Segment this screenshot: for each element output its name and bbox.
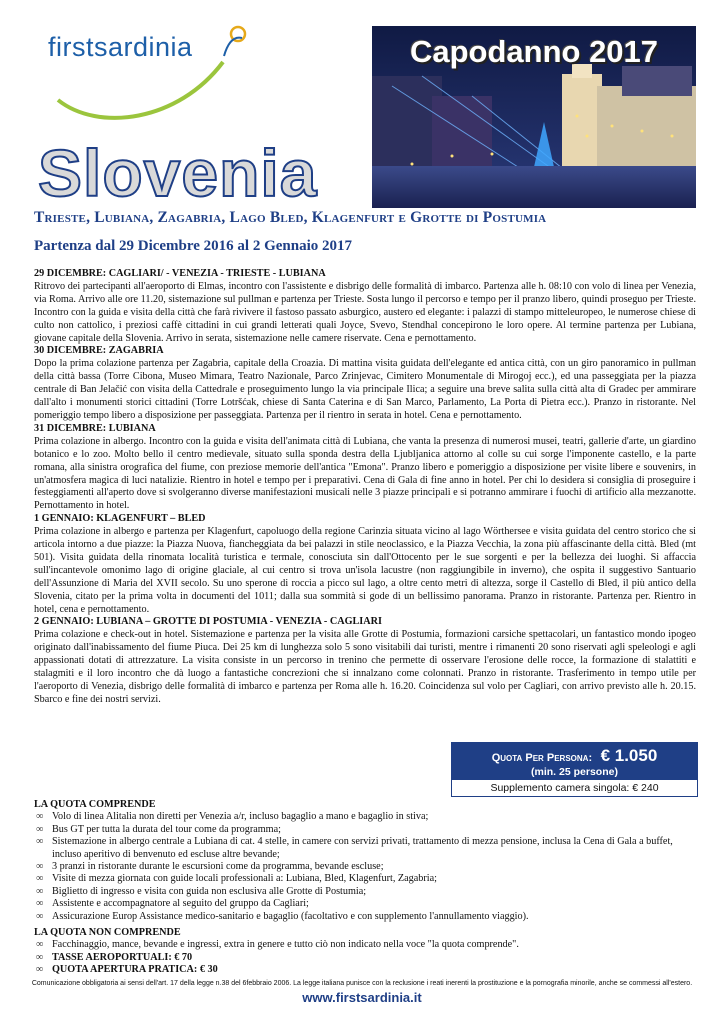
day-text: Dopo la prima colazione partenza per Zagabria, capitale della Croazia. Di mattina visita guidata dell'elegante ed antica città, con un giro panoramico in pullman della città bassa (Torre Cibona, Museo Mimara, Teatro Nazionale, Parco Zrinjevac, Cimitero Monumentale di Mirogoj ecc.), ed una passeggiata per la piazza centrale di Ban Jelačić con visita della Cattedrale e proseguimento lungo la via principale Ilica; a seguire una breve salita sulla città alta di Gradec per ammirare dall'alto i monumenti storici cittadini (Torre Lotršćak, chiese di Santa Caterina e di San Marco, Parlamento, La Porta di Pietra ecc.). Pranzo in ristorante. Nel pomeriggio tempo libero a disposizione per passeggiata. Partenza per il rientro in serata in hotel. Cena e pernottamento.: [34, 358, 696, 421]
bullet-icon: ∞: [36, 964, 44, 976]
day-2: [34, 345, 696, 422]
brand-logo: [38, 22, 268, 132]
day-4: [34, 513, 696, 616]
list-item: ∞ Bus GT per tutta la durata del tour come da programma;: [36, 823, 281, 835]
list-item: ∞ QUOTA APERTURA PRATICA: € 30: [36, 964, 218, 976]
single-supplement: Supplemento camera singola: € 240: [490, 782, 659, 794]
day-text: Prima colazione in albergo e partenza per Klagenfurt, capoluogo della regione Carinzia situata vicino al lago Wörthersee e visita guidata del centro storico che si articola intorno a due piazze: la Piazza Nuova, fiancheggiata da bei palazzi in stile neoclassico, e la Piazza Vecchia, la zona più affascinante della città. Bled (mt 501). Visita guidata della rinomata località turistica e termale, conosciuta sin dall'Ottocento per le sue sorgenti e per la bellezza dei luoghi. Si affaccia sull'incantevole omonimo lago di origine glaciale, al cui centro si trova un'isola lacustre (non raggiungibile in inverno), che ospita il suggestivo Santuario dell'Assunzione di Maria del XVII secolo. Su uno sperone di roccia a picco sul lago, a oltre cento metri di altezza, sorge il Castello di Bled, il più antico della Slovenia, citato per la prima volta in documenti del 1011; dalla sua sommità si gode di un bellissimo panorama. Pranzo in ristorante. Partenza per. Rientro in hotel, cena e pernottamento.: [34, 526, 696, 615]
excludes-list: [34, 939, 696, 976]
bullet-icon: ∞: [36, 873, 44, 885]
list-item: ∞ Assicurazione Europ Assistance medico-sanitario e bagaglio (facoltativo e con supplemento l'annullamento viaggio).: [36, 910, 529, 922]
day-text: Ritrovo dei partecipanti all'aeroporto di Elmas, incontro con l'assistente e disbrigo delle formalità di imbarco. Partenza alle h. 08:10 con volo di linea per Venezia, via Roma. Arrivo alle ore 11.20, sistemazione sul pullman e partenza per Trieste. Sosta lungo il percorso e tempo per il pranzo libero, quindi proseguo per Trieste. Incontro con la guida e visita della città che farà rivivere il fastoso passato asburgico, austero ed elegante: i palazzi di stampo mitteleuropeo, le numerose chiese di culto non cattolico, i preziosi caffè cittadini in cui grandi letterati quali Joyce, Svevo, Stendhal concepirono le loro opere. Al termine partenza per Lubiana, giovane capitale della Slovenia. Arrivo in serata, sistemazione nelle camere riservate. Cena e pernottamento.: [34, 280, 696, 344]
price-minimum: (min. 25 persone): [531, 766, 618, 778]
bullet-icon: ∞: [36, 836, 44, 848]
price-box: [451, 742, 698, 797]
bullet-icon: ∞: [36, 939, 44, 951]
program: [34, 268, 696, 707]
list-item: ∞ Visite di mezza giornata con guide locali professionali a: Lubiana, Bled, Klagenfurt, Zagabria;: [36, 873, 437, 885]
day-text: Prima colazione in albergo. Incontro con la guida e visita dell'animata città di Lubiana, che vanta la presenza di numerosi musei, teatri, gallerie d'arte, un giardino botanico e lo zoo. Molto bello il centro medievale, situato sulla sponda destra della Ljubljanica attorno al colle su cui sorge l'imponente castello, e la parte romana, alla sinistra orografica del fiume, con preziose memorie dell'antica "Emona". Pranzo libero e pomeriggio a disposizione per visite libere e souvenirs, in un'atmosfera magica di luci natalizie. Rientro in hotel e tempo per i preparativi. Cena di Gala di fine anno in hotel. Per chi lo desidera si consiglia di proseguire i festeggiamenti all'aperto dove si svolgeranno diverse manifestazioni musicali nelle 3 piazze principali e si potranno ammirare i fuochi di artificio alla mezzanotte. Pernottamento in hotel.: [34, 435, 696, 512]
bullet-icon: ∞: [36, 898, 44, 910]
bullet-icon: ∞: [36, 885, 44, 897]
excludes-title: LA QUOTA NON COMPRENDE: [34, 927, 181, 939]
includes-list: [34, 811, 696, 923]
list-item: ∞ Volo di linea Alitalia non diretti per Venezia a/r, incluso bagaglio a mano e bagaglio in stiva;: [36, 811, 429, 823]
bullet-icon: ∞: [36, 861, 44, 873]
day-heading: 2 GENNAIO: LUBIANA – GROTTE DI POSTUMIA - VENEZIA - CAGLIARI: [34, 616, 382, 628]
itinerary-subtitle: Trieste, Lubiana, Zagabria, Lago Bled, Klagenfurt e Grotte di Postumia: [34, 209, 547, 226]
hero-image: [372, 26, 696, 208]
legal-note: Comunicazione obbligatoria ai sensi dell'art. 17 della legge n.38 del 6febbraio 2006. La legge italiana punisce con la reclusione i reati inerenti la prostituzione e la pornografia minorile, anche se commessi all'estero.: [31, 980, 693, 987]
day-5: [34, 616, 696, 706]
bullet-icon: ∞: [36, 811, 44, 823]
day-heading: 30 DICEMBRE: ZAGABRIA: [34, 345, 164, 357]
quote-details: [34, 799, 696, 981]
destination-title: [34, 138, 374, 208]
destination-text: Slovenia: [38, 138, 318, 208]
price-header: [452, 743, 697, 780]
includes-title: LA QUOTA COMPRENDE: [34, 799, 156, 810]
trip-dates: Partenza dal 29 Dicembre 2016 al 2 Gennaio 2017: [34, 238, 353, 254]
list-item: ∞ Facchinaggio, mance, bevande e ingressi, extra in genere e tutto ciò non indicato nella voce "la quota comprende".: [36, 939, 519, 951]
day-heading: 31 DICEMBRE: LUBIANA: [34, 422, 156, 434]
hero-title: Capodanno 2017: [409, 34, 659, 69]
brand-name: firstsardinia: [48, 32, 193, 62]
bullet-icon: ∞: [36, 823, 44, 835]
list-item: ∞ TASSE AEROPORTUALI: € 70: [36, 951, 193, 963]
bullet-icon: ∞: [36, 951, 44, 963]
day-text: Prima colazione e check-out in hotel. Sistemazione e partenza per la visita alle Grotte di Postumia, formazioni carsiche spettacolari, un fantastico mondo ipogeo originato dall'inabissamento del fiume Piuca. Dei 25 km di lunghezza solo 5 sono visitabili dai turisti, mentre i rimanenti 20 sono riservati agli speleologi e agli appassionati dotati di attrezzature. La visita consiste in un percorso in trenino che permette di osservare l'erosione delle rocce, la formazione di stalattiti e stalagmiti e il loro incontro che dà luogo a fantastiche concrezioni che si innalzano come colonnati. Pranzo in ristorante. Trasferimento in tempo utile per l'aeroporto di Venezia, disbrigo delle formalità di imbarco e partenza per Roma alle h. 16.20. Coincidenza sul volo per Cagliari, con arrivo previsto alle h. 20.15. Sbarco e fine dei nostri servizi.: [34, 629, 696, 705]
list-item: ∞ Sistemazione in albergo centrale a Lubiana di cat. 4 stelle, in camere con servizi privati, trattamento di mezza pensione, inclusa la Cena di Gala a buffet, incluso aperitivo di benvenuto ed escluse altre bevande;: [36, 836, 673, 860]
list-item: ∞ Biglietto di ingresso e visita con guida non esclusiva alle Grotte di Postumia;: [36, 885, 367, 897]
list-item: ∞ Assistente e accompagnatore al seguito del gruppo da Cagliari;: [36, 898, 309, 910]
price-value: € 1.050: [600, 746, 658, 765]
day-1: [34, 268, 696, 345]
list-item: ∞ 3 pranzi in ristorante durante le escursioni come da programma, bevande escluse;: [36, 861, 384, 873]
day-heading: 29 DICEMBRE: CAGLIARI/ - VENEZIA - TRIESTE - LUBIANA: [34, 268, 326, 279]
website-link[interactable]: www.firstsardinia.it: [302, 990, 422, 1005]
price-label: Quota Per Persona:: [491, 752, 593, 764]
day-heading: 1 GENNAIO: KLAGENFURT – BLED: [34, 513, 206, 525]
day-3: [34, 423, 696, 513]
bullet-icon: ∞: [36, 910, 44, 922]
